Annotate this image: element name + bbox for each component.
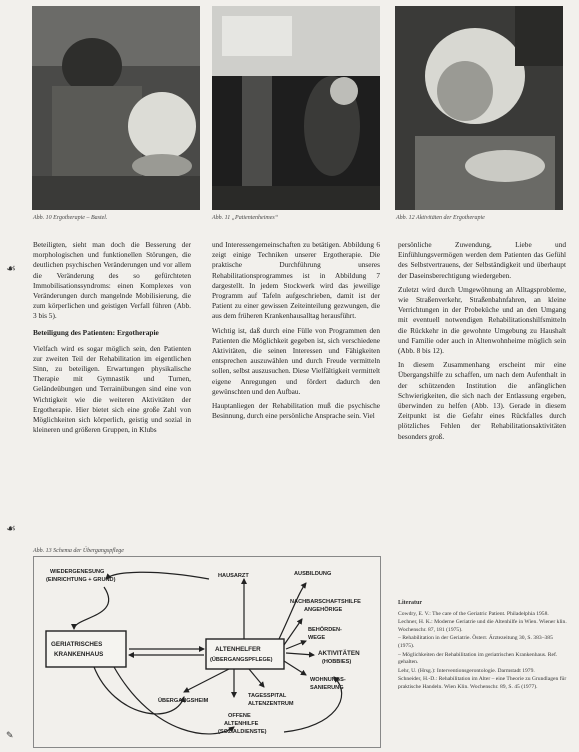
literature-title: Literatur	[398, 600, 422, 606]
paragraph: Vielfach wird es sogar möglich sein, den Patienten zur zweiten Teil der Rehabilitation im eigentlichen Sinn, zu beteiligen. Erwartungen physikalische Therapie mit Gymnastik und Turnen, Geländeübungen und Terrainübungen sind eine von Wichtigkeit wie die weiteren Aktivitäten der Ergotherapie. Hier bietet sich eine große Zahl von Möglichkeiten sich körperlich, geistig und sozial in kleineren und größeren Gruppen, in Klubs	[33, 343, 191, 435]
literature-entry: Cowdry, E. V.: The care of the Geriatric Patient. Philadelphia 1958.	[398, 610, 549, 617]
photo-caption-2: Abb. 11 „Patientenheimes“	[212, 215, 279, 221]
text-column-2	[212, 240, 380, 425]
diagram-svg	[34, 557, 380, 747]
node-wiedergenese: WIEDERGENESUNG	[50, 569, 105, 575]
literature-entry: Schneider, H.-D.: Rehabilitation im Alter – eine Theorie zu Grundlagen für praktische Handeln. Wien Klin. Wochenschr. 89, S. 45 (1977).	[398, 676, 567, 690]
node-uebergangspflege: (ÜBERGANGSPFLEGE)	[210, 657, 273, 663]
node-geriatrisches: GERIATRISCHES	[51, 641, 103, 648]
section-heading: Beteiligung des Patienten: Ergotherapie	[33, 327, 159, 337]
node-behoerden: BEHÖRDEN-	[308, 627, 342, 633]
node-sozialdienste: (SOZIALDIENSTE)	[218, 729, 267, 735]
node-nachbarschaftshilfe: NACHBARSCHAFTSHILFE	[290, 599, 361, 605]
node-sanierung: SANIERUNG	[310, 685, 344, 691]
paragraph: persönliche Zuwendung, Liebe und Einfühlungsvermögen werden dem Patienten das Gefühl des Selbstvertrauens, der Selbständigkeit und überhaupt der Daseinsberechtigung wiedergeben.	[398, 240, 566, 280]
literature-entry: Lechner, H. K.: Moderne Geriatrie und die Altenhilfe in Wien. Wiener klin. Wochenschr. 87, 181 (1975).	[398, 619, 567, 633]
node-wohnungs: WOHNUNGS-	[310, 677, 346, 683]
photo-ergotherapy-crafts	[32, 6, 200, 210]
paragraph: Beteiligten, sieht man doch die Besserung der morphologischen und funktionellen Störungen, die deutlichen psychischen Veränderungen und vor allem die Veränderung des so gefürchteten Immobilisationssyndroms: einen Komplexes von Veränderungen durch mangelnde Mobilisierung, die zum körperlichen und geistigen Verfall führen (Abb. 3 bis 5).	[33, 240, 191, 321]
node-altenhelfer: ALTENHELFER	[215, 646, 261, 653]
node-krankenhaus: KRANKENHAUS	[54, 651, 104, 658]
node-aktivitaeten: AKTIVITÄTEN	[318, 650, 360, 657]
node-altenhilfe: ALTENHILFE	[224, 721, 259, 727]
photo-ergotherapy-activities	[395, 6, 563, 210]
photo-caption-1: Abb. 10 Ergotherapie – Bastel.	[33, 215, 108, 221]
node-hobbies: (HOBBIES)	[322, 659, 352, 665]
diagram-caption: Abb. 13 Schema der Übergangspflege	[33, 548, 124, 554]
margin-mark: ☙	[6, 523, 16, 535]
photo-image	[395, 6, 563, 210]
photo-caption-3: Abb. 12 Aktivitäten der Ergotherapie	[396, 215, 485, 221]
node-tagesspital: TAGESSPITAL	[248, 693, 287, 699]
paragraph: Hauptanliegen der Rehabilitation muß die psychische Besinnung, durch eine persönliche Ansprache sein. Viel	[212, 401, 380, 421]
margin-mark: ☙	[6, 263, 16, 275]
node-ausbildung: AUSBILDUNG	[294, 571, 332, 577]
node-wege: WEGE	[308, 635, 326, 641]
text-column-3	[398, 240, 566, 446]
photo-patient-activity	[212, 6, 380, 210]
paragraph: In diesem Zusammenhang erscheint mir eine Übergangshilfe zu schaffen, um nach dem Aufenthalt in der schützenden Institution die anfänglichen Schwierigkeiten, die sich nach der Entlassung ergeben, überwinden zu helfen (Abb. 13). Gerade in diesem Zeitpunkt ist die Gefahr eines Rückfalles durch plötzliches Fehlen der Rehabilitationsaktivitäten besonders groß.	[398, 360, 566, 441]
text-column-1	[33, 240, 191, 439]
margin-mark: ✎	[6, 730, 14, 740]
transition-care-diagram	[33, 556, 381, 748]
node-altenzentrum: ALTENZENTRUM	[248, 701, 294, 707]
node-offene: OFFENE	[228, 713, 251, 719]
literature-section	[398, 600, 568, 693]
photo-image	[32, 6, 200, 210]
paragraph: Wichtig ist, daß durch eine Fülle von Programmen den Patienten die Möglichkeit gegeben ist, sich verschiedene Aktivitäten, die seinen Interessen und Fähigkeiten entsprechen auszuwählen und durch Freude vermitteln sollen, selbst auszusuchen. Diese Vielfältigkeit vermittelt eigene Anregungen und fördert dadurch den gewünschten und den Aufbau.	[212, 325, 380, 396]
node-uebergangsheim: ÜBERGANGSHEIM	[158, 698, 209, 704]
paragraph: Zuletzt wird durch Umgewöhnung an Alltagsprobleme, wie Straßenverkehr, Straßenbahnfahren, an kleine Verrichtungen in der Probeküche und an den Umgang mit eventuell notwendigen Rehabilitationshilfsmitteln die Rückkehr in die gewohnte Umgebung zu Haushalt und Familie oder auch in Altenwohnheime möglich sein (Abb. 8 bis 12).	[398, 284, 566, 356]
literature-entry: – Möglichkeiten der Rehabilitation im geriatrischen Krankenhaus. Ref. gehalten.	[398, 651, 558, 666]
node-hausarzt: HAUSARZT	[218, 573, 249, 579]
literature-entry: – Rehabilitation in der Geriatrie. Österr. Ärztezeitung 30, S. 383–385 (1975).	[398, 635, 553, 649]
photo-image	[212, 6, 380, 210]
literature-entry: Lehr, U. (Hrsg.): Interventionsgerontologie. Darmstadt 1979.	[398, 667, 535, 674]
paragraph: und Interessengemeinschaften zu betätigen. Abbildung 6 zeigt einige Techniken unserer Ergotherapie. Die praktische Durchführung unseres Rehabilitationsprogrammes ist in Abbildung 7 dargestellt. In jedem Stockwerk wird das jeweilige Programm auf Tafeln aufgeschrieben, damit ist der Patient zu einer gewissen Zeiteinteilung gezwungen, die aus dem früheren Krankenhausalltag herausführt.	[212, 240, 380, 321]
node-wiedergenese-sub: (EINRICHTUNG + GRUND)	[46, 577, 116, 583]
node-angehoerige: ANGEHÖRIGE	[304, 607, 343, 613]
